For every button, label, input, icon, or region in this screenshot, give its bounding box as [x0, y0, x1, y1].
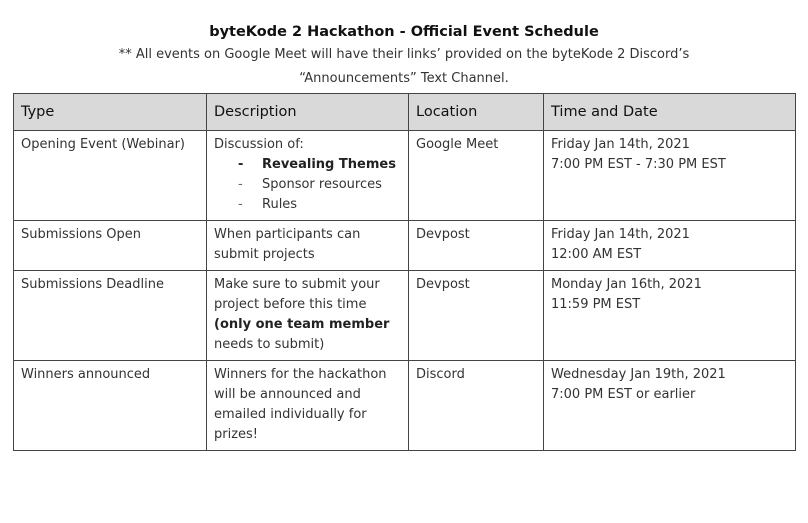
row-location: Google Meet	[409, 131, 544, 221]
row-time-and-date	[544, 131, 796, 221]
description-text: Make sure to submit your project before this time	[214, 277, 380, 312]
dash-bullet: -	[238, 197, 243, 212]
list-item	[238, 195, 401, 215]
row-description	[207, 131, 409, 221]
row-location: Devpost	[409, 271, 544, 361]
row-location: Discord	[409, 361, 544, 451]
row-time: 7:00 PM EST or earlier	[551, 387, 696, 402]
page-title: byteKode 2 Hackathon - Official Event Schedule	[209, 24, 599, 40]
row-description	[207, 271, 409, 361]
note-line-1: ** All events on Google Meet will have their links’ provided on the byteKode 2 Discord’s	[118, 47, 690, 62]
row-time: 12:00 AM EST	[551, 247, 642, 262]
schedule-table	[13, 93, 796, 451]
table-row	[14, 221, 796, 271]
dash-bullet: -	[238, 177, 243, 192]
dash-bullet: -	[238, 157, 244, 172]
row-time-and-date	[544, 221, 796, 271]
description-intro: Discussion of:	[214, 137, 304, 152]
row-type: Winners announced	[14, 361, 207, 451]
table-row	[14, 131, 796, 221]
list-item	[238, 155, 401, 175]
header-time-and-date: Time and Date	[544, 94, 796, 131]
row-location: Devpost	[409, 221, 544, 271]
row-type: Submissions Deadline	[14, 271, 207, 361]
table-row	[14, 271, 796, 361]
description-tail-text: needs to submit)	[214, 337, 325, 352]
table-header-row	[14, 94, 796, 131]
list-item-label: Rules	[262, 197, 298, 212]
row-type: Opening Event (Webinar)	[14, 131, 207, 221]
row-description: When participants can submit projects	[207, 221, 409, 271]
description-list	[214, 155, 401, 215]
row-type: Submissions Open	[14, 221, 207, 271]
note-line-2: “Announcements” Text Channel.	[299, 71, 509, 86]
row-time-and-date	[544, 271, 796, 361]
row-date: Friday Jan 14th, 2021	[551, 227, 690, 242]
row-date: Wednesday Jan 19th, 2021	[551, 367, 726, 382]
header-description: Description	[207, 94, 409, 131]
description-bold-text: (only one team member	[214, 317, 390, 332]
row-time: 7:00 PM EST - 7:30 PM EST	[551, 157, 726, 172]
header-location: Location	[409, 94, 544, 131]
list-item-label: Sponsor resources	[262, 177, 382, 192]
list-item	[238, 175, 401, 195]
list-item-label: Revealing Themes	[262, 157, 396, 172]
row-date: Friday Jan 14th, 2021	[551, 137, 690, 152]
row-time-and-date	[544, 361, 796, 451]
header-type: Type	[14, 94, 207, 131]
table-row	[14, 361, 796, 451]
row-date: Monday Jan 16th, 2021	[551, 277, 702, 292]
row-time: 11:59 PM EST	[551, 297, 641, 312]
row-description: Winners for the hackathon will be announced and emailed individually for prizes!	[207, 361, 409, 451]
page-header	[0, 22, 808, 90]
